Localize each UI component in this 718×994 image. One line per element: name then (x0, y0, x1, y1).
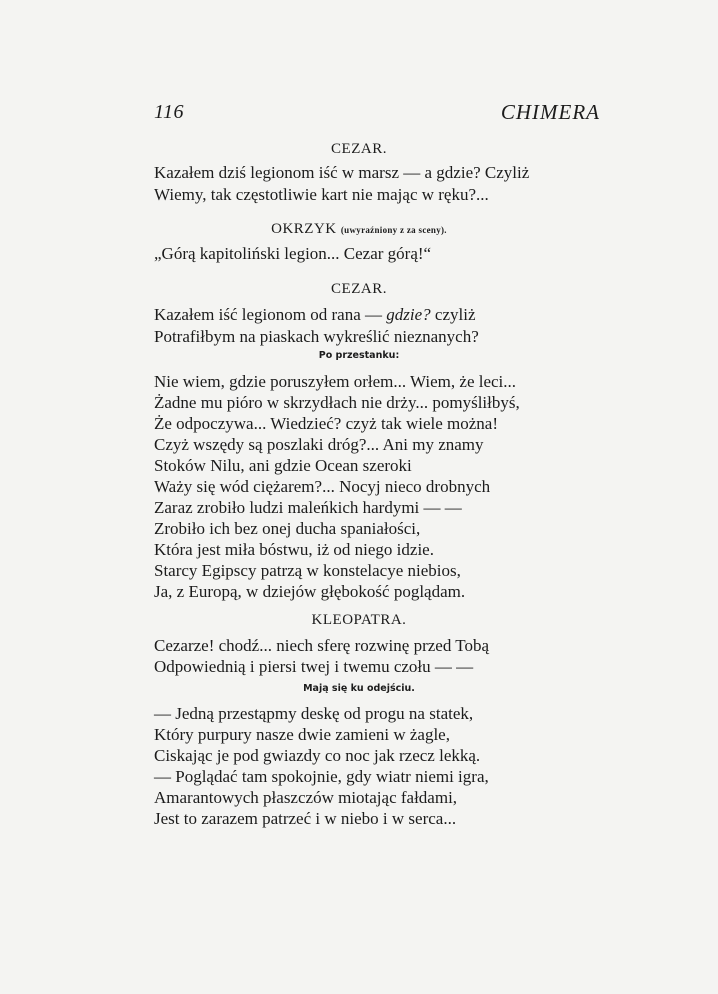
verse-line: Ciskając je pod gwiazdy co noc jak rzecz lekką. (154, 746, 481, 765)
verse-line: Zrobiło ich bez onej ducha spaniałości, (154, 519, 421, 538)
stage-direction: Po przestanku: (318, 350, 400, 361)
verse-line: Nie wiem, gdzie poruszyłem orłem... Wiem, że leci... (154, 372, 517, 391)
verse-line: Który purpury nasze dwie zamieni w żagle, (154, 725, 450, 744)
page-number: 116 (154, 101, 185, 123)
verse-text: czyliż (430, 305, 476, 324)
speaker-cezar: CEZAR. (331, 141, 387, 157)
verse-line: Potrafiłbym na piaskach wykreślić nieznanych? (154, 327, 479, 346)
verse-line: Starcy Egipscy patrzą w konstelacye niebios, (154, 561, 461, 580)
verse-line (154, 305, 476, 325)
verse-line: Kazałem dziś legionom iść w marsz — a gdzie? Czyliż (154, 163, 530, 182)
verse-line: Zaraz zrobiło ludzi maleńkich hardymi — — (154, 498, 462, 517)
verse-text: Kazałem iść legionom od rana — (154, 305, 387, 324)
verse-line: Ja, z Europą, w dziejów głębokość poglądam. (154, 582, 466, 601)
stage-direction: Mają się ku odejściu. (303, 683, 415, 694)
speaker-name: OKRZYK (271, 221, 337, 237)
speaker-kleopatra: KLEOPATRA. (311, 612, 407, 628)
verse-line: Amarantowych płaszczów miotając fałdami, (154, 788, 458, 807)
verse-line: Waży się wód ciężarem?... Nocyj nieco drobnych (154, 477, 491, 496)
verse-italic: gdzie? (386, 305, 431, 324)
stage-direction: (uwyraźniony z za sceny). (340, 225, 447, 235)
verse-line: Cezarze! chodź... niech sferę rozwinę przed Tobą (154, 636, 490, 655)
verse-line: — Poglądać tam spokojnie, gdy wiatr niemi igra, (154, 767, 489, 786)
verse-line: Czyż wszędy są poszlaki dróg?... Ani my znamy (154, 435, 484, 454)
verse-line: Odpowiednią i piersi twej i twemu czołu — — (154, 657, 474, 676)
speaker-cezar: CEZAR. (331, 281, 387, 297)
verse-line: „Górą kapitoliński legion... Cezar górą!“ (154, 244, 432, 263)
verse-line: Że odpoczywa... Wiedzieć? czyż tak wiele można! (154, 414, 499, 433)
verse-line: Która jest miła bóstwu, iż od niego idzie. (154, 540, 434, 559)
running-head: CHIMERA (500, 100, 600, 124)
speaker-okrzyk (0, 221, 718, 238)
verse-line: — Jedną przestąpmy deskę od progu na statek, (154, 704, 474, 723)
verse-line: Jest to zarazem patrzeć i w niebo i w serca... (154, 809, 457, 828)
verse-line: Stoków Nilu, ani gdzie Ocean szeroki (154, 456, 412, 475)
verse-line: Wiemy, tak częstotliwie kart nie mając w ręku?... (154, 185, 489, 204)
verse-line: Żadne mu pióro w skrzydłach nie drży... pomyśliłbyś, (154, 393, 520, 412)
